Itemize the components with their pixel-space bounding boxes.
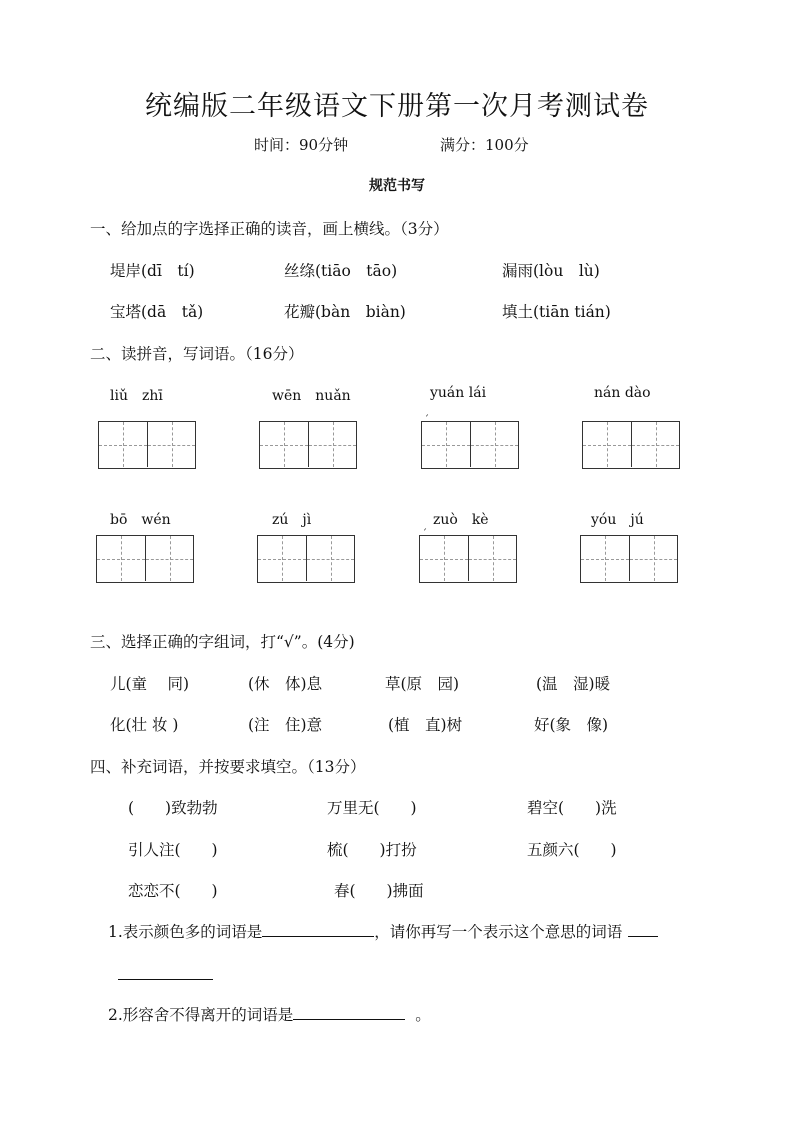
writing-grid[interactable]: ´ — [421, 421, 519, 469]
q4-sub2 — [108, 1003, 431, 1025]
q1-item: 丝绦(tiāo tāo) — [284, 262, 398, 280]
time-limit: 时间：90分钟 — [254, 136, 349, 154]
q4-item: 春( )拂面 — [334, 882, 424, 900]
q4-item: 引人注( ) — [128, 841, 218, 859]
q3-heading: 三、选择正确的字组词，打“√”。(4分) — [90, 633, 355, 651]
q2-heading: 二、读拼音，写词语。（16分） — [90, 345, 304, 363]
q4-heading: 四、补充词语，并按要求填空。（13分） — [90, 758, 366, 776]
q4-item: 恋恋不( ) — [128, 882, 218, 900]
q1-item: 填土(tiān tián) — [502, 303, 611, 321]
full-score: 满分：100分 — [440, 136, 529, 154]
q1-item: 漏雨(lòu lù) — [502, 262, 600, 280]
answer-blank[interactable] — [262, 922, 374, 937]
q3-item: (温 湿)暖 — [536, 675, 611, 693]
q4-sub1-mid: ，请你再写一个表示这个意思的词语 — [374, 923, 623, 941]
q1-item: 宝塔(dā tǎ) — [110, 303, 204, 321]
q4-item: 万里无( ) — [327, 799, 417, 817]
q1-item: 花瓣(bàn biàn) — [284, 303, 406, 321]
pinyin-label: nán dào — [594, 385, 651, 401]
q4-item: ( )致勃勃 — [128, 799, 218, 817]
pinyin-label: yuán lái — [430, 385, 487, 401]
q3-item: 儿(童 同) — [110, 675, 190, 693]
pinyin-label: wēn nuǎn — [272, 388, 351, 404]
answer-blank[interactable] — [118, 964, 213, 980]
q4-item: 碧空( )洗 — [527, 799, 617, 817]
q4-sub2-text: 2.形容舍不得离开的词语是 — [108, 1006, 294, 1024]
writing-grid[interactable] — [96, 535, 194, 583]
q4-item: 五颜六( ) — [527, 841, 617, 859]
q3-item: (注 住)意 — [248, 716, 323, 734]
q4-item: 梳( )打扮 — [327, 841, 417, 859]
q1-item: 堤岸(dī tí) — [110, 262, 195, 280]
q4-sub2-end: 。 — [415, 1006, 431, 1024]
q3-item: (植 直)树 — [388, 716, 463, 734]
writing-grid[interactable] — [582, 421, 680, 469]
pinyin-label: liǔ zhī — [110, 388, 163, 404]
writing-grid[interactable] — [257, 535, 355, 583]
writing-grid[interactable] — [98, 421, 196, 469]
q4-sub1-text: 1.表示颜色多的词语是 — [108, 923, 263, 941]
pinyin-label: zú jì — [272, 512, 312, 528]
pinyin-label: bō wén — [110, 512, 171, 528]
q3-item: 好(象 像) — [534, 716, 609, 734]
writing-grid[interactable] — [580, 535, 678, 583]
pinyin-label: yóu jú — [591, 512, 644, 528]
q4-sub1 — [108, 920, 658, 942]
q3-item: (休 体)息 — [248, 675, 323, 693]
section-subtitle: 规范书写 — [369, 178, 425, 194]
answer-blank[interactable] — [628, 922, 658, 937]
pinyin-label: zuò kè — [433, 512, 489, 528]
q3-item: 化(壮 妆 ) — [110, 716, 179, 734]
writing-grid[interactable] — [259, 421, 357, 469]
answer-blank[interactable] — [293, 1005, 405, 1020]
q3-item: 草(原 园) — [385, 675, 460, 693]
writing-grid[interactable]: ´ — [419, 535, 517, 583]
page-title: 统编版二年级语文下册第一次月考测试卷 — [145, 91, 649, 122]
q1-heading: 一、给加点的字选择正确的读音，画上横线。（3分） — [90, 220, 449, 238]
